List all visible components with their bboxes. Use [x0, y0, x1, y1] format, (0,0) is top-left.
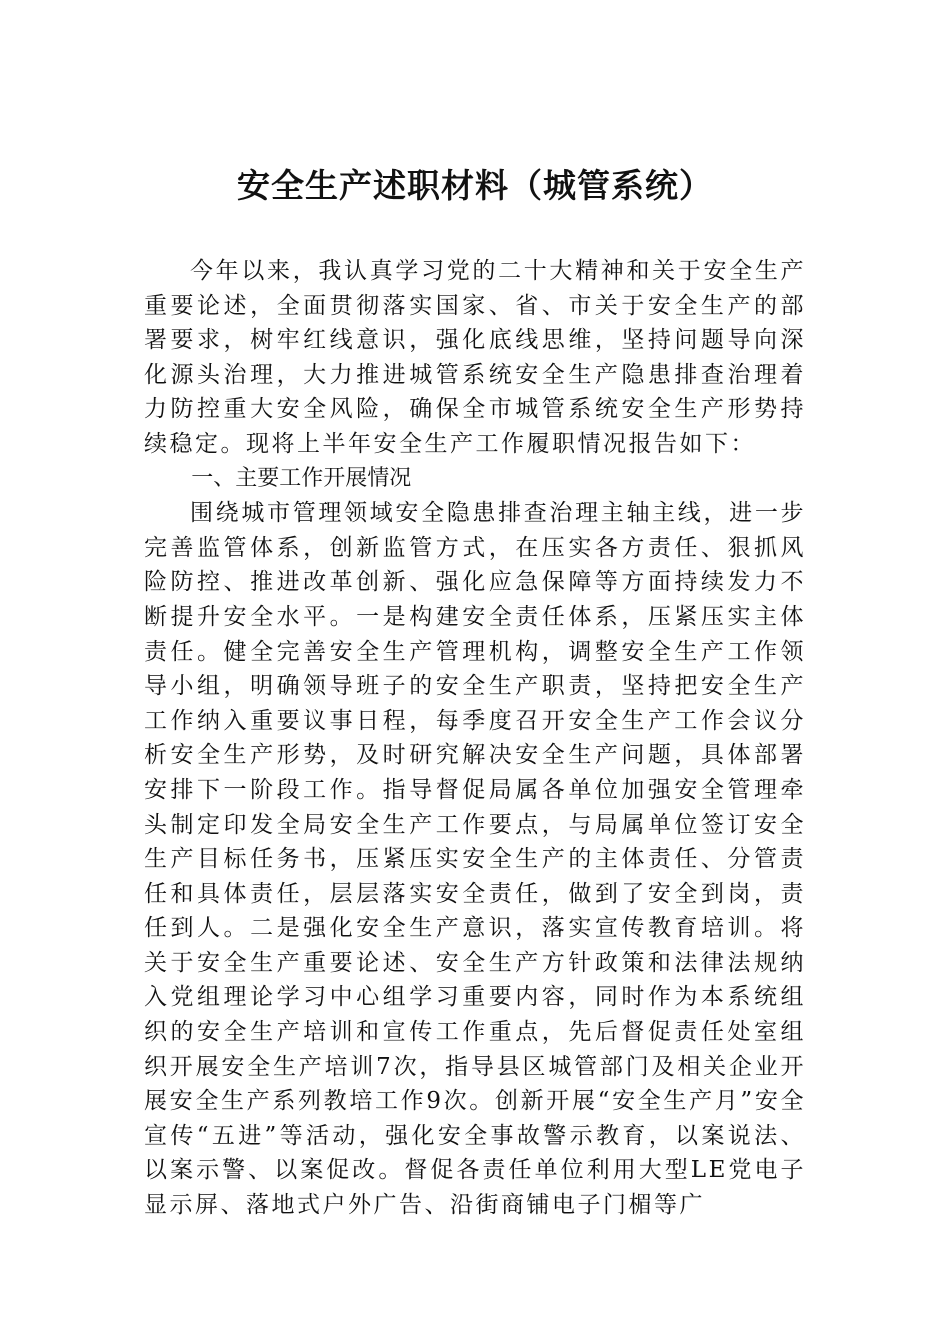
- section-heading-main-work: 一、主要工作开展情况: [191, 465, 412, 491]
- document-body: [144, 254, 806, 1223]
- section-paragraph-main-work: 围绕城市管理领域安全隐患排查治理主轴主线，进一步完善监管体系，创新监管方式，在压实各方责任、狠抓风险防控、推进改革创新、强化应急保障等方面持续发力不断提升安全水平。一是构建安全责任体系，压紧压实主体责任。健全完善安全生产管理机构，调整安全生产工作领导小组，明确领导班子的安全生产职责，坚持把安全生产工作纳入重要议事日程，每季度召开安全生产工作会议分析安全生产形势，及时研究解决安全生产问题，具体部署安排下一阶段工作。指导督促局属各单位加强安全管理牵头制定印发全局安全生产工作要点，与局属单位签订安全生产目标任务书，压紧压实安全生产的主体责任、分管责任和具体责任，层层落实安全责任，做到了安全到岗，责任到人。二是强化安全生产意识，落实宣传教育培训。将关于安全生产重要论述、安全生产方针政策和法律法规纳入党组理论学习中心组学习重要内容，同时作为本系统组织的安全生产培训和宣传工作重点，先后督促责任处室组织开展安全生产培训7次，指导县区城管部门及相关企业开展安全生产系列教培工作9次。创新开展“安全生产月”安全宣传“五进”等活动，强化安全事故警示教育，以案说法、以案示警、以案促改。督促各责任单位利用大型LE党电子显示屏、落地式户外广告、沿街商铺电子门楣等广: [144, 500, 806, 1219]
- intro-paragraph: 今年以来，我认真学习党的二十大精神和关于安全生产重要论述，全面贯彻落实国家、省、市关于安全生产的部署要求，树牢红线意识，强化底线思维，坚持问题导向深化源头治理，大力推进城管系统安全生产隐患排查治理着力防控重大安全风险，确保全市城管系统安全生产形势持续稳定。现将上半年安全生产工作履职情况报告如下：: [144, 258, 806, 457]
- document-title: 安全生产述职材料（城管系统）: [237, 166, 713, 205]
